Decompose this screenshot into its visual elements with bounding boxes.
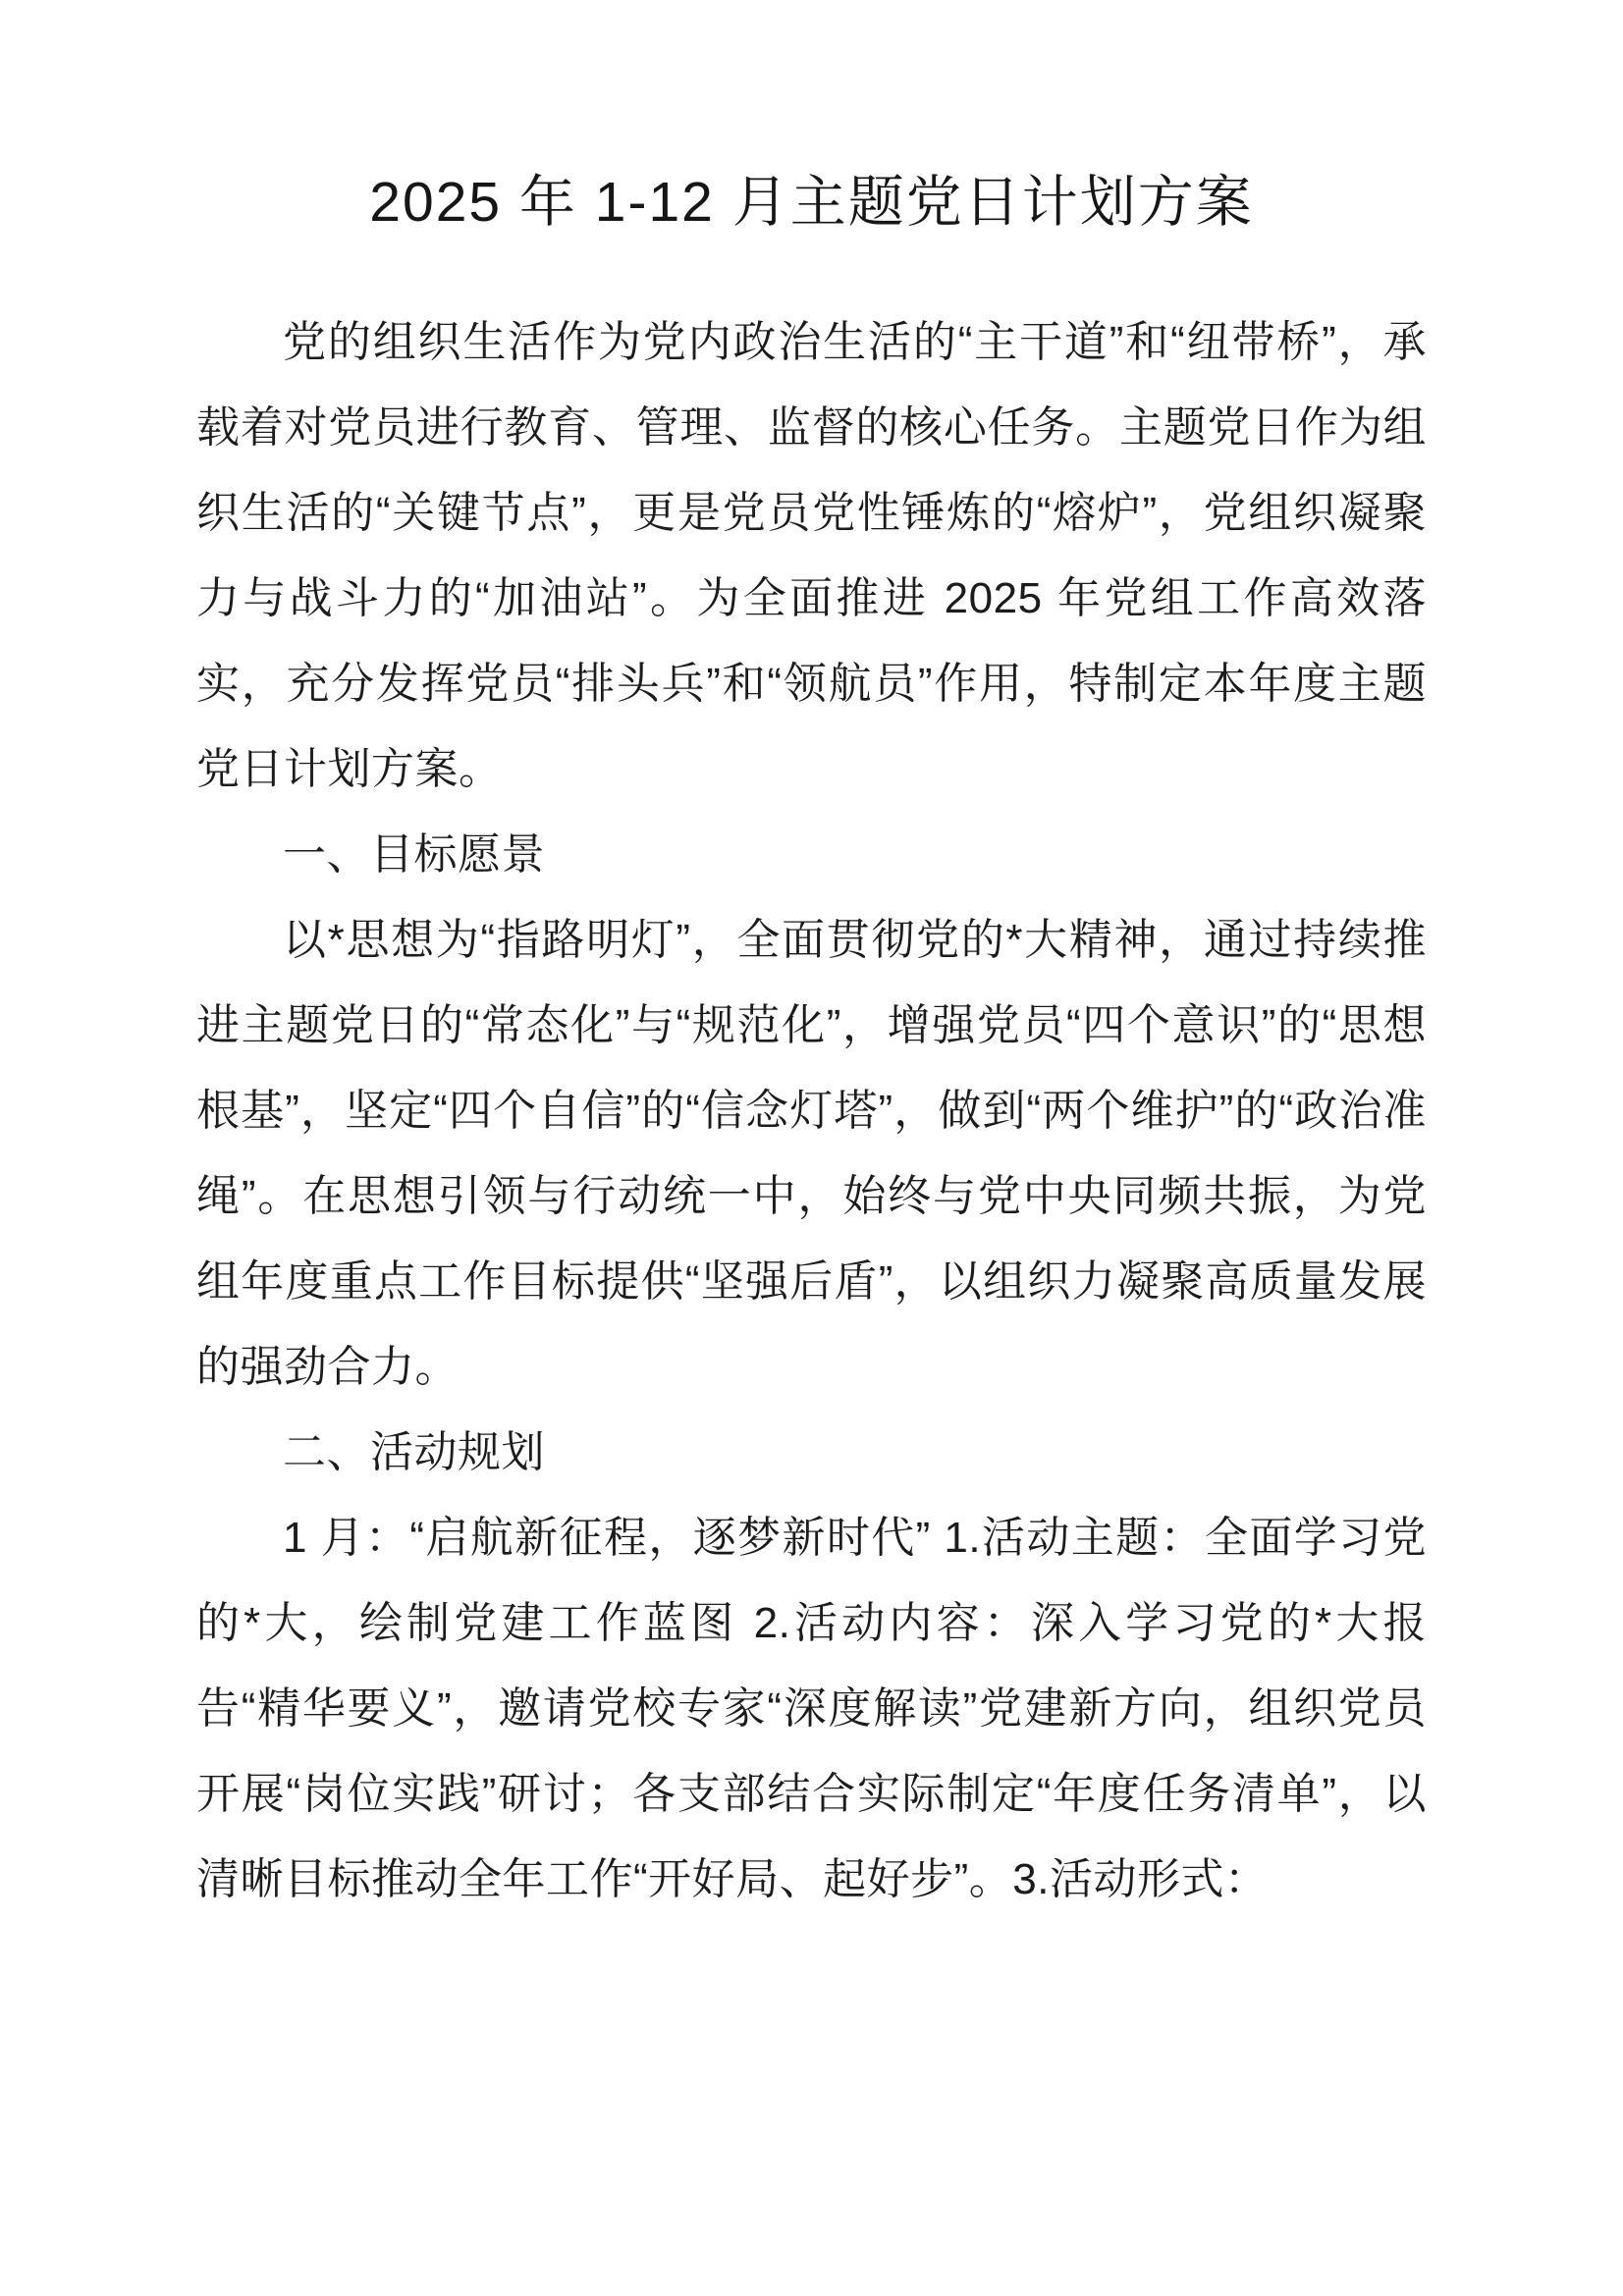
section-heading-goals: 一、目标愿景: [283, 829, 545, 879]
document-title: 2025 年 1-12 月主题党日计划方案: [369, 171, 1254, 234]
intro-paragraph: 党的组织生活作为党内政治生活的“主干道”和“纽带桥”，承载着对党员进行教育、管理、监督的核心任务。主题党日作为组织生活的“关键节点”，更是党员党性锤炼的“熔炉”，党组织凝聚力与战斗力的“加油站”。为全面推进 2025 年党组工作高效落实，充分发挥党员“排头兵”和“领航员”作用，特制定本年度主题党日计划方案。: [196, 317, 1427, 793]
section-heading-activity-plan: 二、活动规划: [283, 1427, 545, 1476]
january-plan-paragraph: 1 月：“启航新征程，逐梦新时代” 1.活动主题：全面学习党的*大，绘制党建工作蓝图 2.活动内容：深入学习党的*大报告“精华要义”，邀请党校专家“深度解读”党建新方向，组织党员开展“岗位实践”研讨；各支部结合实际制定“年度任务清单”，以清晰目标推动全年工作“开好局、起好步”。3.活动形式：: [196, 1513, 1427, 1903]
goals-paragraph: 以*思想为“指路明灯”，全面贯彻党的*大精神，通过持续推进主题党日的“常态化”与“规范化”，增强党员“四个意识”的“思想根基”，坚定“四个自信”的“信念灯塔”，做到“两个维护”的“政治准绳”。在思想引领与行动统一中，始终与党中央同频共振，为党组年度重点工作目标提供“坚强后盾”，以组织力凝聚高质量发展的强劲合力。: [196, 915, 1427, 1391]
